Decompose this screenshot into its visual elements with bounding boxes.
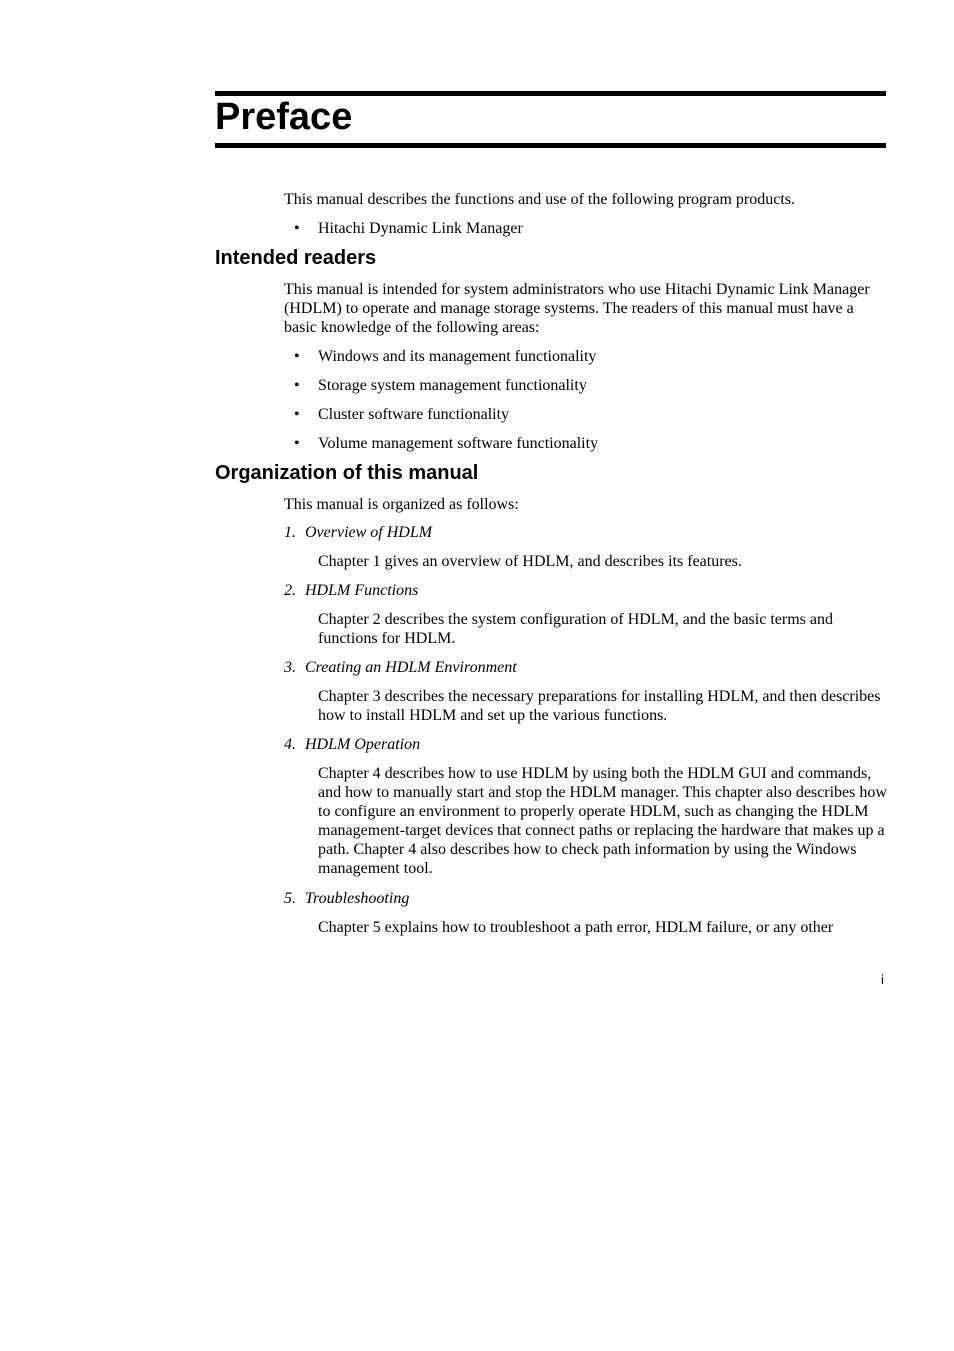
page-number: i (881, 972, 884, 987)
section-heading-intended-readers: Intended readers (215, 247, 377, 269)
chapter-description: Chapter 5 explains how to troubleshoot a path error, HDLM failure, or any other (318, 919, 834, 936)
chapter-title: Troubleshooting (305, 890, 410, 907)
knowledge-area-item: Volume management software functionality (318, 435, 599, 452)
knowledge-area-item: Windows and its management functionality (318, 348, 597, 365)
section-heading-organization: Organization of this manual (215, 462, 479, 484)
organization-paragraph: This manual is organized as follows: (284, 496, 519, 513)
chapter-title: Overview of HDLM (305, 524, 433, 541)
intro-paragraph: This manual describes the functions and use of the following program products. (284, 191, 795, 208)
knowledge-area-item: Cluster software functionality (318, 406, 510, 423)
title-bottom-rule (215, 143, 886, 148)
bullet-icon: • (294, 377, 300, 394)
chapter-description: Chapter 4 describes how to use HDLM by using both the HDLM GUI and commands, and how to manually start and stop the HDLM manager. This chapter also describes how to configure an environment to properly operate HDLM, such as changing the HDLM management-target devices that connect paths or replacing the hardware that makes up a path. Chapter 4 also describes how to check path information by using the Windows management tool. (318, 765, 887, 877)
chapter-number: 1. (284, 524, 296, 541)
chapter-number: 2. (284, 582, 296, 599)
chapter-description: Chapter 2 describes the system configuration of HDLM, and the basic terms and functions for HDLM. (318, 611, 833, 647)
chapter-heading (284, 889, 409, 908)
chapter-heading (284, 581, 418, 600)
page-title: Preface (215, 96, 353, 138)
chapter-number: 3. (284, 659, 296, 676)
chapter-number: 5. (284, 890, 296, 907)
bullet-icon: • (294, 348, 300, 365)
bullet-icon: • (294, 220, 300, 237)
chapter-heading (284, 735, 420, 754)
chapter-heading (284, 658, 517, 677)
bullet-icon: • (294, 435, 300, 452)
knowledge-area-item: Storage system management functionality (318, 377, 587, 394)
bullet-icon: • (294, 406, 300, 423)
chapter-description: Chapter 3 describes the necessary preparations for installing HDLM, and then describes how to install HDLM and set up the various functions. (318, 688, 881, 724)
chapter-title: HDLM Functions (305, 582, 419, 599)
chapter-heading (284, 523, 432, 542)
chapter-title: Creating an HDLM Environment (305, 659, 517, 676)
intended-readers-paragraph: This manual is intended for system administrators who use Hitachi Dynamic Link Manager (HDLM) to operate and manage storage systems. The readers of this manual must have a basic knowledge of the following areas: (284, 281, 870, 336)
chapter-description: Chapter 1 gives an overview of HDLM, and describes its features. (318, 553, 742, 570)
chapter-title: HDLM Operation (305, 736, 421, 753)
chapter-number: 4. (284, 736, 296, 753)
product-list-item: Hitachi Dynamic Link Manager (318, 220, 523, 237)
